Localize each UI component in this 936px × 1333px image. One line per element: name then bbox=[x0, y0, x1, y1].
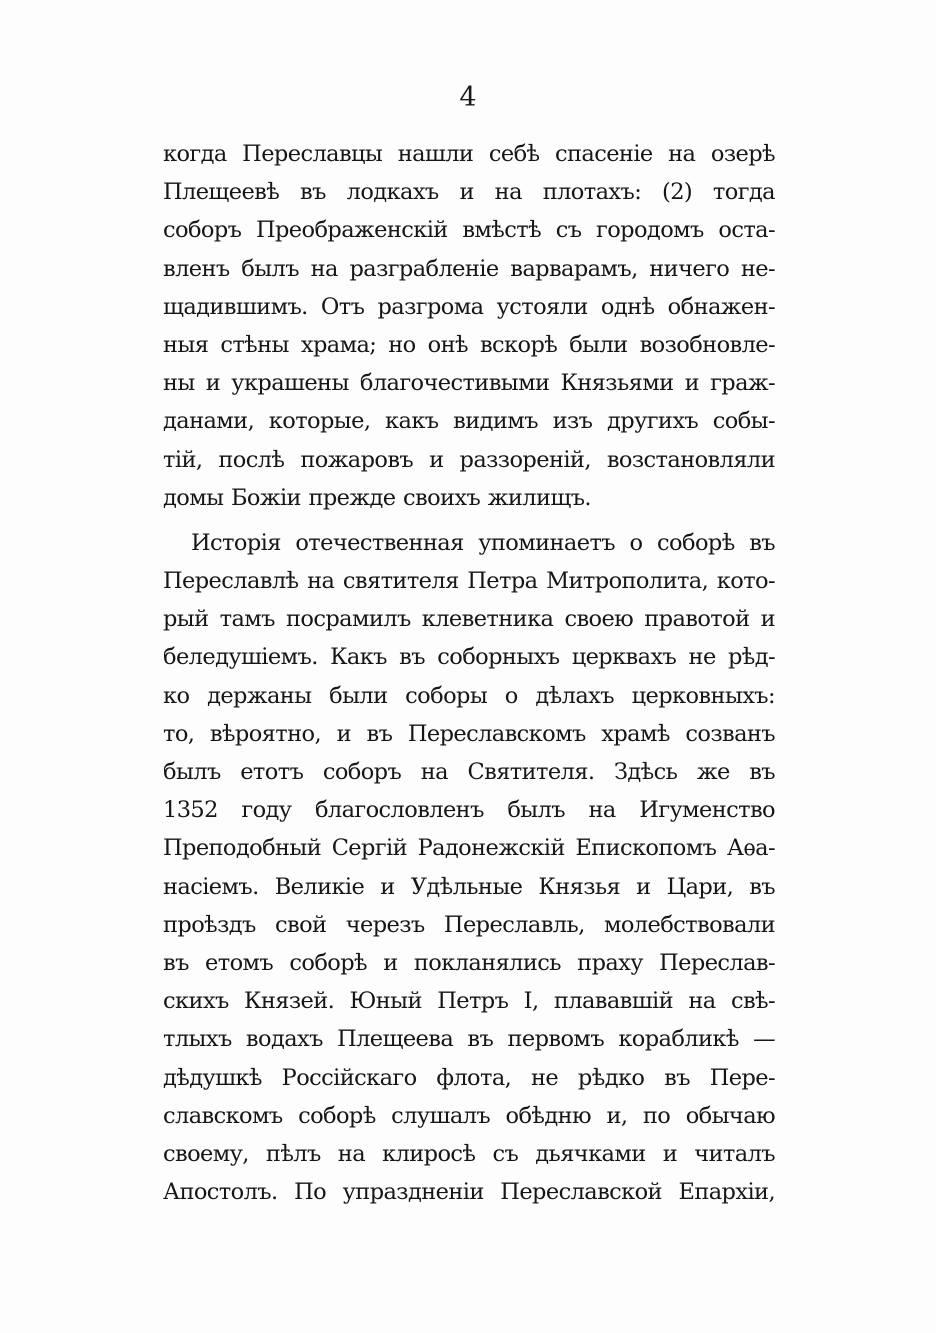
text-line: ко держаны были соборы о дѣлахъ церковныхъ: bbox=[163, 682, 775, 709]
text-line: ныя стѣны храма; но онѣ вскорѣ были возобновле- bbox=[163, 331, 775, 358]
text-line: беледушіемъ. Какъ въ соборныхъ церквахъ не рѣд- bbox=[163, 644, 775, 671]
text-line: Переславлѣ на святителя Петра Митрополита, кото- bbox=[163, 568, 775, 595]
body-text bbox=[163, 135, 775, 1211]
paragraph-1 bbox=[163, 135, 775, 517]
text-line: насіемъ. Великіе и Удѣльные Князья и Цари, въ bbox=[163, 873, 775, 900]
text-line: данами, которые, какъ видимъ изъ другихъ собы- bbox=[163, 408, 775, 435]
text-line: Преподобный Сергій Радонежскій Епископомъ Аѳа- bbox=[163, 835, 775, 862]
text-line: въ етомъ соборѣ и покланялись праху Переслав- bbox=[163, 949, 775, 976]
text-line: соборъ Преображенскій вмѣстѣ съ городомъ оста- bbox=[163, 217, 775, 244]
text-line: Плещеевѣ въ лодкахъ и на плотахъ: (2) тогда bbox=[163, 179, 775, 206]
text-line: 1352 году благословленъ былъ на Игуменство bbox=[163, 797, 775, 824]
paragraph-2 bbox=[163, 524, 775, 1211]
text-line: рый тамъ посрамилъ клеветника своею правотой и bbox=[163, 606, 775, 633]
text-line: Исторія отечественная упоминаетъ о соборѣ въ bbox=[191, 529, 775, 556]
text-line: щадившимъ. Отъ разгрома устояли однѣ обнажен- bbox=[163, 293, 775, 320]
text-line: дѣдушкѣ Россійскаго флота, не рѣдко въ Пере- bbox=[163, 1064, 775, 1091]
text-line: то, вѣроятно, и въ Переславскомъ храмѣ созванъ bbox=[163, 720, 775, 747]
text-line: проѣздъ свой черезъ Переславль, молебствовали bbox=[163, 911, 775, 938]
page-number: 4 bbox=[459, 82, 477, 113]
text-line: скихъ Князей. Юный Петръ I, плававшій на свѣ- bbox=[163, 988, 775, 1015]
text-line: Апостолъ. По упраздненіи Переславской Епархіи, bbox=[163, 1179, 775, 1206]
text-line: вленъ былъ на разграбленіе варварамъ, ничего не- bbox=[163, 255, 775, 282]
paragraph-spacer bbox=[163, 517, 775, 524]
text-line: ны и украшены благочестивыми Князьями и граж- bbox=[163, 370, 775, 397]
text-line: когда Переславцы нашли себѣ спасеніе на озерѣ bbox=[163, 141, 775, 167]
text-line: тлыхъ водахъ Плещеева въ первомъ корабликѣ — bbox=[163, 1026, 775, 1053]
text-line: былъ етотъ соборъ на Святителя. Здѣсь же въ bbox=[163, 759, 775, 785]
text-line: домы Божіи прежде своихъ жилищъ. bbox=[163, 484, 591, 511]
text-line: своему, пѣлъ на клиросѣ съ дьячками и читалъ bbox=[163, 1140, 775, 1167]
text-line: тій, послѣ пожаровъ и раззореній, возстановляли bbox=[163, 446, 775, 473]
text-line: славскомъ соборѣ слушалъ обѣдню и, по обычаю bbox=[163, 1102, 775, 1129]
